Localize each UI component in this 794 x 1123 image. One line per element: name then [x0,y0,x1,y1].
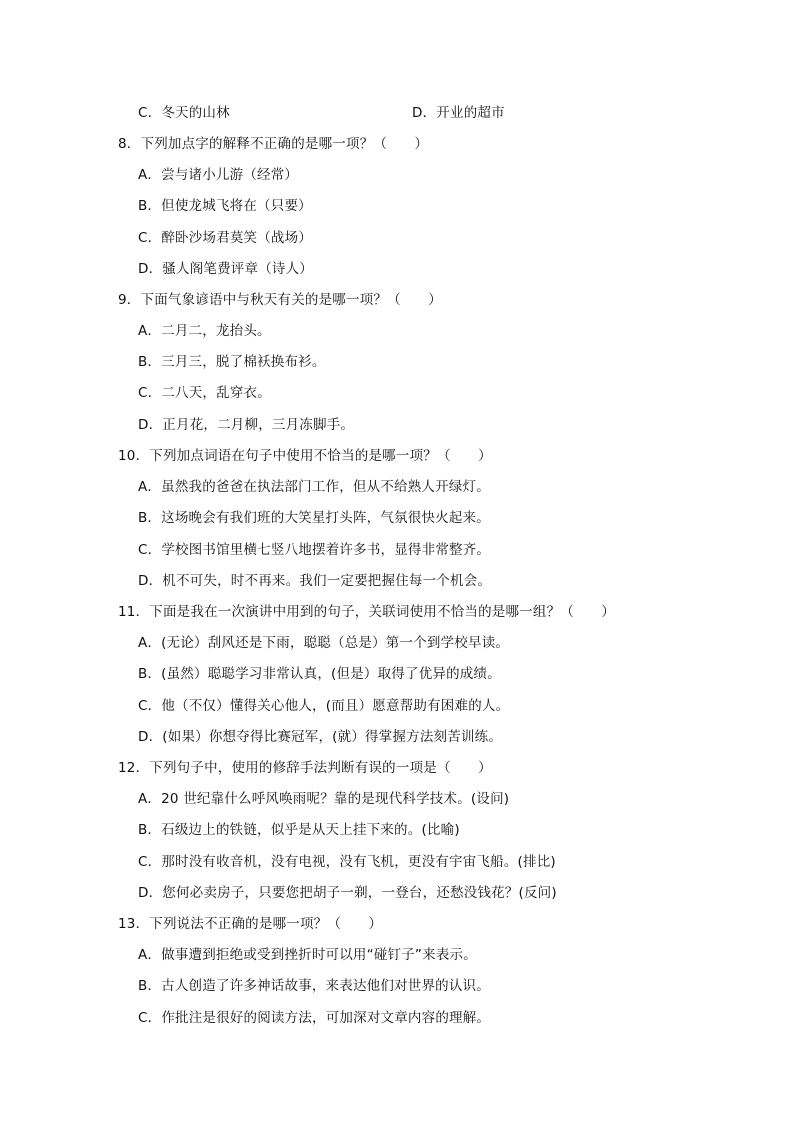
question-12-option-c: C．那时没有收音机，没有电视，没有飞机，更没有宇宙飞船。(排比) [138,854,556,870]
question-11-option-b: B．(虽然）聪聪学习非常认真，(但是）取得了优异的成绩。 [138,666,501,682]
question-13-option-b: B．古人创造了许多神话故事，来表达他们对世界的认识。 [138,978,490,994]
option-7c: C．冬天的山林 [138,105,230,121]
question-11-option-c: C．他（不仅）懂得关心他人，(而且）愿意帮助有困难的人。 [138,698,510,714]
question-8-option-a: A．尝与诸小儿游（经常） [138,167,299,183]
question-9-option-c: C．二八天，乱穿衣。 [138,385,271,401]
question-8-option-c: C．醉卧沙场君莫笑（战场） [138,230,313,246]
question-8-option-d: D．骚人阁笔费评章（诗人） [138,261,313,277]
question-8-stem: 8．下列加点字的解释不正确的是哪一项？（ ） [118,136,429,152]
question-9-option-d: D．正月花，二月柳，三月冻脚手。 [138,417,355,433]
question-12-option-a: A．20 世纪靠什么呼风唤雨呢？靠的是现代科学技术。(设问) [138,791,510,807]
question-8-option-b: B．但使龙城飞将在（只要） [138,198,312,214]
question-12-option-d: D．您何必卖房子，只要您把胡子一剃，一登台，还愁没钱花？(反问) [138,885,557,901]
question-13-option-a: A．做事遭到拒绝或受到挫折时可以用“碰钉子”来表示。 [138,947,477,963]
question-11-option-d: D．(如果）你想夺得比赛冠军，(就）得掌握方法刻苦训练。 [138,729,503,745]
question-9-option-b: B．三月三，脱了棉袄换布衫。 [138,354,326,370]
question-11-stem: 11．下面是我在一次演讲中用到的句子，关联词使用不恰当的是哪一组？（ ） [118,604,616,620]
question-9-option-a: A．二月二，龙抬头。 [138,323,271,339]
question-12-option-b: B．石级边上的铁链，似乎是从天上挂下来的。(比喻) [138,822,460,838]
question-10-stem: 10．下列加点词语在句子中使用不恰当的是哪一项？（ ） [118,448,492,464]
question-13-option-c: C．作批注是很好的阅读方法，可加深对文章内容的理解。 [138,1010,491,1026]
question-10-option-a: A．虽然我的爸爸在执法部门工作，但从不给熟人开绿灯。 [138,479,490,495]
option-7d: D．开业的超市 [412,105,505,121]
question-12-stem: 12．下列句子中，使用的修辞手法判断有误的一项是（ ） [118,760,492,776]
question-11-option-a: A．(无论）刮风还是下雨，聪聪（总是）第一个到学校早读。 [138,635,510,651]
question-10-option-c: C．学校图书馆里横七竖八地摆着许多书，显得非常整齐。 [138,542,491,558]
question-13-stem: 13．下列说法不正确的是哪一项？（ ） [118,916,383,932]
question-9-stem: 9．下面气象谚语中与秋天有关的是哪一项？（ ） [118,292,442,308]
question-10-option-b: B．这场晚会有我们班的大笑星打头阵，气氛很快火起来。 [138,510,490,526]
question-10-option-d: D．机不可失，时不再来。我们一定要把握住每一个机会。 [138,573,492,589]
